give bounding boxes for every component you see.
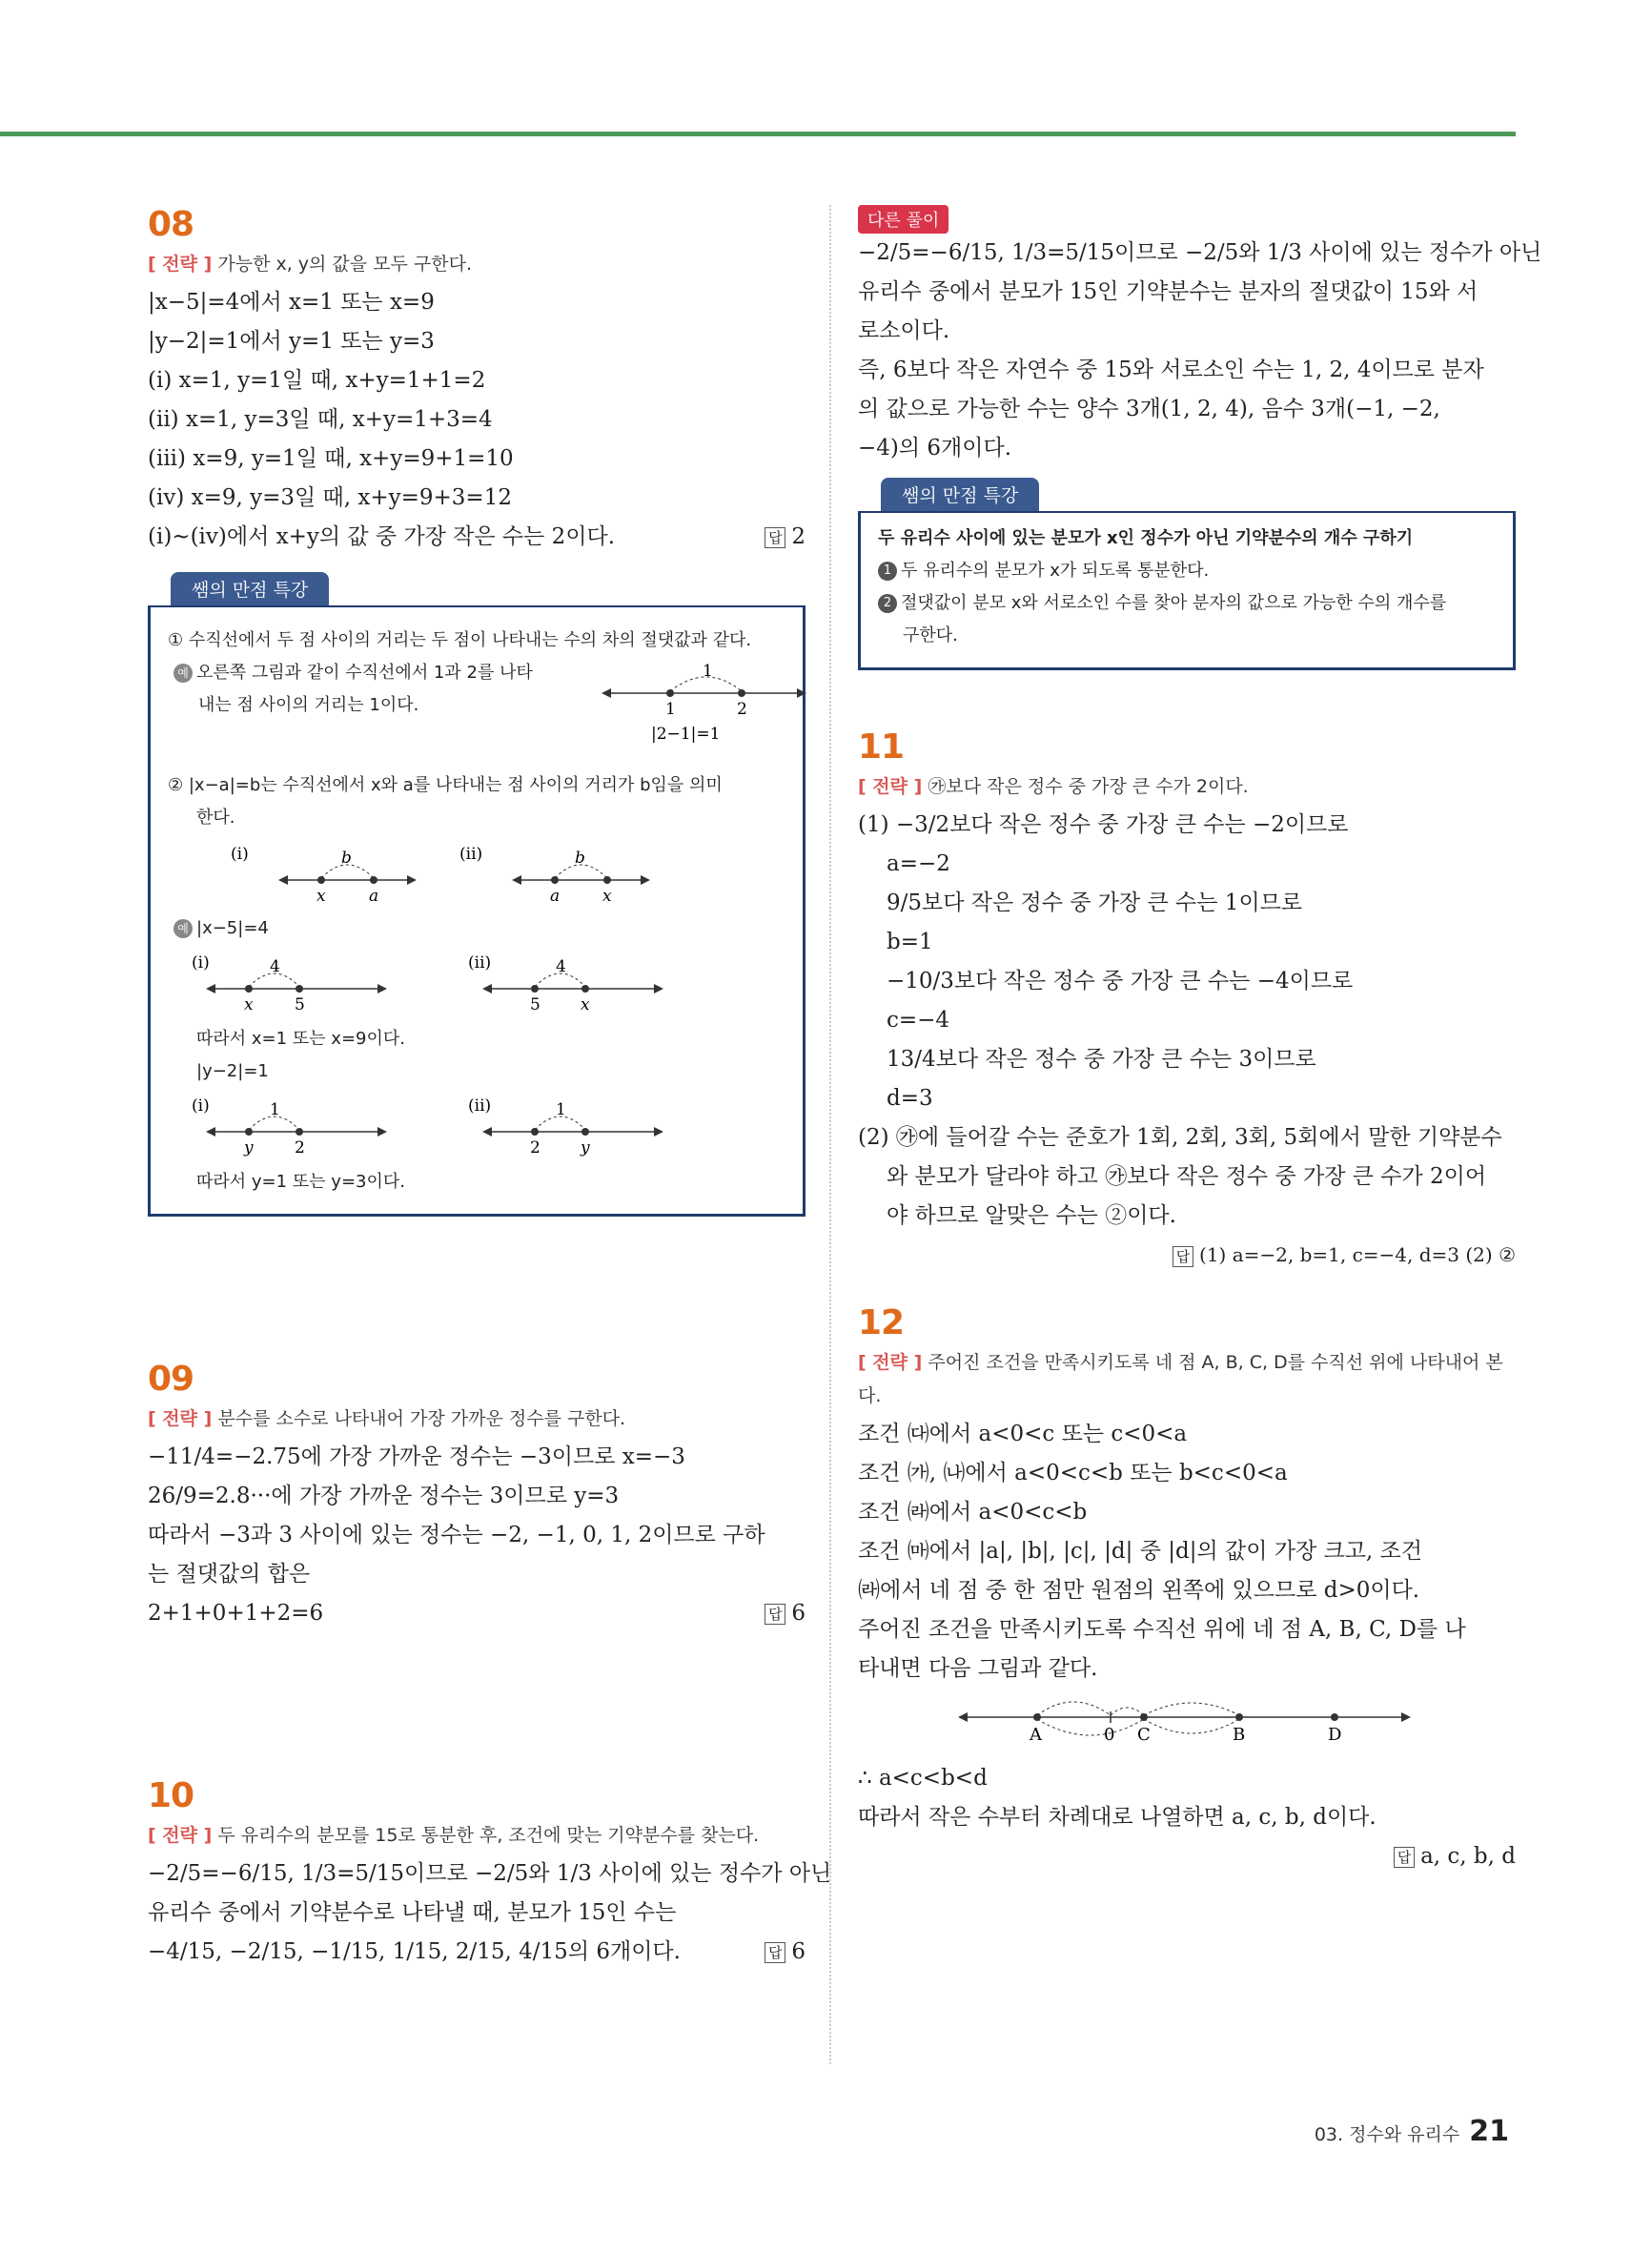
distance-label: 1 bbox=[556, 1100, 566, 1119]
tip-item-text: 두 유리수의 분모가 x가 되도록 통분한다. bbox=[901, 561, 1210, 581]
solution-line: ㈑에서 네 점 중 한 점만 원점의 왼쪽에 있으므로 d>0이다. bbox=[858, 1578, 1420, 1603]
solution-line: 타내면 다음 그림과 같다. bbox=[858, 1656, 1098, 1681]
answer-mark-icon: 답 bbox=[765, 1604, 785, 1625]
strategy bbox=[858, 1348, 1516, 1374]
solution-line: −11/4=−2.75에 가장 가까운 정수는 −3이므로 x=−3 bbox=[148, 1444, 685, 1469]
solution-text: −4/15, −2/15, −1/15, 1/15, 2/15, 4/15의 6개이다. bbox=[148, 1939, 681, 1964]
point-label: y bbox=[244, 1138, 254, 1157]
answer-value: a, c, b, d bbox=[1420, 1844, 1516, 1869]
column-divider bbox=[829, 205, 831, 2064]
tick-label: 2 bbox=[530, 1138, 540, 1157]
problem-number: 12 bbox=[858, 1303, 905, 1342]
strategy-tag: [ 전략 ] bbox=[858, 776, 923, 797]
figure-row bbox=[187, 949, 785, 1015]
point-label: x bbox=[602, 887, 612, 905]
example-icon: 예 bbox=[173, 919, 193, 938]
strategy-tag: [ 전략 ] bbox=[148, 254, 213, 275]
tip-title: 두 유리수 사이에 있는 분모가 x인 정수가 아닌 기약분수의 개수 구하기 bbox=[878, 528, 1414, 548]
problem-number: 11 bbox=[858, 727, 905, 767]
page-number: 21 bbox=[1469, 2115, 1509, 2148]
left-column bbox=[148, 205, 832, 1972]
distance-label: 4 bbox=[270, 957, 280, 976]
tick-label: 5 bbox=[295, 995, 305, 1014]
origin-label: 0 bbox=[1104, 1725, 1115, 1745]
figure-row bbox=[193, 838, 785, 905]
tip-item bbox=[878, 555, 1496, 587]
figure-caption: |2−1|=1 bbox=[651, 725, 721, 744]
number-line-figure bbox=[187, 1092, 425, 1158]
point-label: B bbox=[1233, 1725, 1246, 1745]
tip-item: 구한다. bbox=[903, 625, 958, 645]
answer-mark-icon: 답 bbox=[765, 1942, 785, 1963]
tip-example-text: |y−2|=1 bbox=[196, 1061, 269, 1081]
top-rule bbox=[0, 132, 1516, 136]
solution-line: 따라서 작은 수부터 차례대로 나열하면 a, c, b, d이다. bbox=[858, 1805, 1377, 1830]
solution-line: 조건 ㈐에서 a<0<c 또는 c<0<a bbox=[858, 1422, 1188, 1446]
solution-line: 야 하므로 알맞은 수는 ②이다. bbox=[887, 1203, 1176, 1228]
distance-label: 1 bbox=[270, 1100, 280, 1119]
solution-line: (1) −3/2보다 작은 정수 중 가장 큰 수는 −2이므로 bbox=[858, 812, 1349, 837]
answer-mark-icon: 답 bbox=[765, 527, 785, 548]
solution-line: 조건 ㈑에서 a<0<c<b bbox=[858, 1500, 1088, 1525]
number-line-figure bbox=[459, 838, 688, 905]
solution-line: −4)의 6개이다. bbox=[858, 436, 1012, 461]
strategy bbox=[148, 1404, 806, 1430]
solution-line: 주어진 조건을 만족시키도록 수직선 위에 네 점 A, B, C, D를 나 bbox=[858, 1617, 1466, 1642]
point-label: a bbox=[369, 887, 379, 905]
answer-mark-icon: 답 bbox=[1394, 1847, 1415, 1868]
tip-box bbox=[858, 511, 1516, 670]
example-text: 내는 점 사이의 거리는 1이다. bbox=[198, 695, 419, 715]
solution-line: (i) x=1, y=1일 때, x+y=1+1=2 bbox=[148, 368, 486, 393]
distance-label: 4 bbox=[556, 957, 566, 976]
example-icon: 예 bbox=[173, 664, 193, 683]
point-label: x bbox=[581, 995, 590, 1014]
problem-number: 10 bbox=[148, 1776, 194, 1815]
page-footer bbox=[1315, 2115, 1509, 2148]
solution-line bbox=[148, 518, 806, 557]
solution-line: 조건 ㈎, ㈏에서 a<0<c<b 또는 b<c<0<a bbox=[858, 1461, 1288, 1485]
solution-line: −2/5=−6/15, 1/3=5/15이므로 −2/5와 1/3 사이에 있는 정수가 아닌 bbox=[148, 1861, 832, 1886]
tip-example bbox=[168, 657, 785, 744]
solution-line: 조건 ㈒에서 |a|, |b|, |c|, |d| 중 |d|의 값이 가장 크고, 조건 bbox=[858, 1539, 1422, 1564]
solution-line: 와 분모가 달라야 하고 ㉮보다 작은 정수 중 가장 큰 수가 2이어 bbox=[887, 1164, 1487, 1189]
case-label: (ii) bbox=[468, 953, 492, 973]
tick-label: 1 bbox=[665, 700, 676, 719]
tick-label: 2 bbox=[737, 700, 747, 719]
tip-conclusion: 따라서 x=1 또는 x=9이다. bbox=[196, 1029, 405, 1049]
solution-line: a=−2 bbox=[887, 851, 950, 876]
strategy-text: 가능한 x, y의 값을 모두 구한다. bbox=[217, 254, 473, 275]
answer bbox=[765, 1594, 806, 1633]
tip-section bbox=[148, 572, 806, 1217]
tip-tag: 쌤의 만점 특강 bbox=[171, 572, 329, 605]
answer bbox=[765, 1933, 806, 1972]
tip-item: ① 수직선에서 두 점 사이의 거리는 두 점이 나타내는 수의 차의 절댓값과 같다. bbox=[168, 630, 752, 650]
case-label: (i) bbox=[192, 953, 210, 973]
case-label: (i) bbox=[231, 845, 249, 864]
solution-line: d=3 bbox=[887, 1086, 933, 1111]
distance-label: 1 bbox=[703, 662, 713, 681]
solution-line: 의 값으로 가능한 수는 양수 3개(1, 2, 4), 음수 3개(−1, −2, bbox=[858, 397, 1440, 421]
strategy-text: 다. bbox=[858, 1385, 882, 1406]
strategy bbox=[148, 250, 806, 276]
point-label: x bbox=[244, 995, 254, 1014]
solution-line: |y−2|=1에서 y=1 또는 y=3 bbox=[148, 329, 435, 354]
solution-line: 유리수 중에서 기약분수로 나타낼 때, 분모가 15인 수는 bbox=[148, 1900, 677, 1925]
answer-value: (1) a=−2, b=1, c=−4, d=3 (2) ② bbox=[1199, 1243, 1516, 1266]
solution-line: 따라서 −3과 3 사이에 있는 정수는 −2, −1, 0, 1, 2이므로 구하 bbox=[148, 1523, 765, 1547]
point-label: D bbox=[1328, 1725, 1342, 1745]
tip-section bbox=[858, 478, 1516, 670]
solution-line: (ii) x=1, y=3일 때, x+y=1+3=4 bbox=[148, 407, 493, 432]
answer-value: 2 bbox=[791, 524, 806, 549]
strategy-tag: [ 전략 ] bbox=[148, 1408, 213, 1429]
strategy-text: 주어진 조건을 만족시키도록 네 점 A, B, C, D를 수직선 위에 나타내어 본 bbox=[928, 1352, 1503, 1373]
solution-line: 유리수 중에서 분모가 15인 기약분수는 분자의 절댓값이 15와 서 bbox=[858, 279, 1479, 304]
tip-example bbox=[168, 912, 785, 945]
section-title: 03. 정수와 유리수 bbox=[1314, 2124, 1460, 2145]
number-line-figure bbox=[187, 949, 425, 1015]
strategy bbox=[148, 1821, 806, 1847]
strategy-text: ㉮보다 작은 정수 중 가장 큰 수가 2이다. bbox=[928, 776, 1249, 797]
case-label: (i) bbox=[192, 1096, 210, 1116]
answer bbox=[858, 1236, 1516, 1275]
tick-label: 5 bbox=[530, 995, 540, 1014]
solution-line: c=−4 bbox=[887, 1008, 950, 1033]
number-line-figure bbox=[193, 838, 421, 905]
solution-line: 9/5보다 작은 정수 중 가장 큰 수는 1이므로 bbox=[887, 891, 1303, 915]
step-1-icon: 1 bbox=[878, 562, 897, 581]
point-label: x bbox=[316, 887, 326, 905]
number-line-figure bbox=[463, 1092, 702, 1158]
point-label: y bbox=[581, 1138, 590, 1157]
step-2-icon: 2 bbox=[878, 594, 897, 613]
tip-item: 한다. bbox=[196, 808, 235, 828]
number-line-figure bbox=[858, 1689, 1516, 1755]
example-text: 오른쪽 그림과 같이 수직선에서 1과 2를 나타 bbox=[196, 663, 533, 683]
problem-number: 09 bbox=[148, 1360, 194, 1399]
solution-line bbox=[148, 1594, 806, 1633]
solution-line: −2/5=−6/15, 1/3=5/15이므로 −2/5와 1/3 사이에 있는 정수가 아닌 bbox=[858, 240, 1542, 265]
answer-value: 6 bbox=[791, 1601, 806, 1626]
problem-number: 08 bbox=[148, 205, 194, 244]
case-label: (ii) bbox=[459, 845, 483, 864]
solution-line: 26/9=2.8···에 가장 가까운 정수는 3이므로 y=3 bbox=[148, 1484, 620, 1508]
tip-box bbox=[148, 605, 806, 1217]
answer bbox=[858, 1837, 1516, 1876]
tip-tag: 쌤의 만점 특강 bbox=[881, 478, 1039, 511]
strategy-text: 분수를 소수로 나타내어 가장 가까운 정수를 구한다. bbox=[217, 1408, 626, 1429]
answer-value: 6 bbox=[791, 1939, 806, 1964]
solution-line: ∴ a<c<b<d bbox=[858, 1766, 988, 1791]
strategy-tag: [ 전략 ] bbox=[148, 1825, 213, 1846]
number-line-figure bbox=[602, 659, 811, 745]
solution-line: (2) ㉮에 들어갈 수는 준호가 1회, 2회, 3회, 5회에서 말한 기약분수 bbox=[858, 1125, 1502, 1150]
strategy-text: 두 유리수의 분모를 15로 통분한 후, 조건에 맞는 기약분수를 찾는다. bbox=[217, 1825, 760, 1846]
solution-text: (i)~(iv)에서 x+y의 값 중 가장 작은 수는 2이다. bbox=[148, 524, 616, 549]
tip-item-text: 절댓값이 분모 x와 서로소인 수를 찾아 분자의 값으로 가능한 수의 개수를 bbox=[901, 593, 1447, 613]
strategy bbox=[858, 772, 1516, 798]
alt-solution-tag: 다른 풀이 bbox=[858, 205, 948, 234]
solution-line: −10/3보다 작은 정수 중 가장 큰 수는 −4이므로 bbox=[887, 969, 1354, 993]
figure-row bbox=[187, 1092, 785, 1158]
solution-line: (iii) x=9, y=1일 때, x+y=9+1=10 bbox=[148, 446, 514, 471]
tip-item: ② |x−a|=b는 수직선에서 x와 a를 나타내는 점 사이의 거리가 b임을 의미 bbox=[168, 775, 723, 795]
solution-line: (iv) x=9, y=3일 때, x+y=9+3=12 bbox=[148, 485, 512, 510]
solution-line: 13/4보다 작은 정수 중 가장 큰 수는 3이므로 bbox=[887, 1047, 1316, 1072]
solution-line bbox=[148, 1933, 806, 1972]
case-label: (ii) bbox=[468, 1096, 492, 1116]
right-column bbox=[858, 205, 1542, 1876]
tip-item bbox=[878, 587, 1496, 620]
tick-label: 2 bbox=[295, 1138, 305, 1157]
number-line-figure bbox=[463, 949, 702, 1015]
tip-conclusion: 따라서 y=1 또는 y=3이다. bbox=[196, 1172, 405, 1192]
strategy-tag: [ 전략 ] bbox=[858, 1352, 923, 1373]
solution-text: 2+1+0+1+2=6 bbox=[148, 1601, 324, 1626]
solution-line: 는 절댓값의 합은 bbox=[148, 1562, 311, 1587]
solution-line: b=1 bbox=[887, 930, 933, 954]
point-label: A bbox=[1030, 1725, 1042, 1745]
answer bbox=[765, 518, 806, 557]
point-label: a bbox=[550, 887, 561, 905]
distance-label: b bbox=[341, 849, 352, 868]
example-text: |x−5|=4 bbox=[196, 918, 269, 938]
distance-label: b bbox=[575, 849, 585, 868]
solution-line: 즉, 6보다 작은 자연수 중 15와 서로소인 수는 1, 2, 4이므로 분자 bbox=[858, 358, 1484, 382]
solution-line: |x−5|=4에서 x=1 또는 x=9 bbox=[148, 290, 435, 315]
solution-line: 로소이다. bbox=[858, 318, 950, 343]
point-label: C bbox=[1137, 1725, 1151, 1745]
answer-mark-icon: 답 bbox=[1173, 1246, 1193, 1267]
